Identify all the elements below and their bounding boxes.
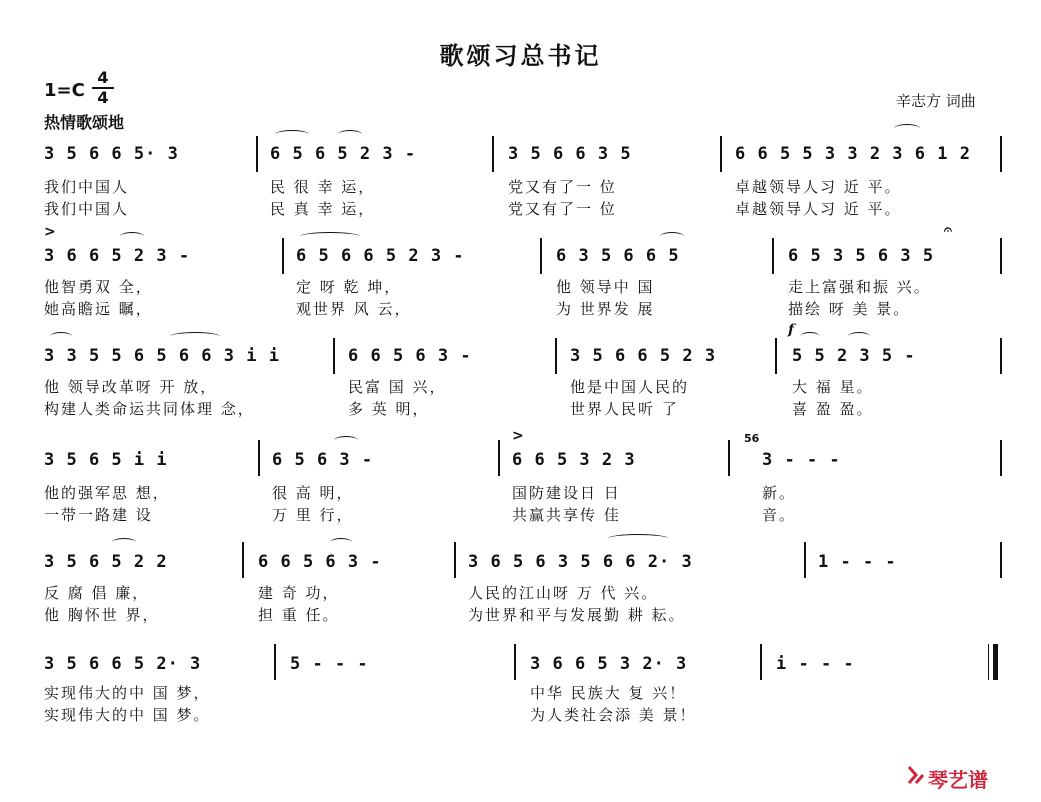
slur — [848, 332, 870, 341]
slur — [275, 130, 309, 139]
accent-mark: > — [512, 428, 524, 444]
lyric-verse-1: 大 福 星。 — [792, 378, 874, 396]
barline — [555, 338, 557, 374]
slur — [660, 232, 684, 241]
lyric-verse-1: 我们中国人 — [44, 178, 130, 196]
barline — [728, 440, 730, 476]
meter-bottom: 4 — [97, 88, 109, 107]
barline — [540, 238, 542, 274]
author-credit: 辛志方 词曲 — [896, 92, 976, 110]
song-title: 歌颂习总书记 — [439, 41, 602, 70]
lyric-verse-2: 构建人类命运共同体理 念， — [44, 400, 255, 418]
slur — [330, 538, 352, 547]
barline — [258, 440, 260, 476]
lyric-verse-1: 很 高 明， — [272, 484, 354, 502]
notes-measure: 3 5 6 5 i i — [44, 450, 168, 470]
lyric-verse-1: 走上富强和振 兴。 — [788, 278, 931, 296]
barline — [454, 542, 456, 578]
barline — [720, 136, 722, 172]
slur — [50, 332, 72, 341]
barline — [274, 644, 276, 680]
lyric-verse-2: 卓越领导人习 近 平。 — [735, 200, 902, 218]
lyric-verse-2: 喜 盈 盈。 — [792, 400, 874, 418]
barline — [760, 644, 762, 680]
lyric-verse-2: 担 重 任。 — [258, 606, 340, 624]
lyric-verse-1: 他是中国人民的 — [570, 378, 690, 396]
lyric-verse-1: 卓越领导人习 近 平。 — [735, 178, 902, 196]
slur — [608, 534, 668, 543]
slur — [170, 332, 220, 341]
notes-measure: 3 6 5 6 3 5 6 6 2· 3 — [468, 552, 693, 572]
barline — [772, 238, 774, 274]
final-barline-thick — [993, 644, 998, 680]
lyric-verse-2: 世界人民听 了 — [570, 400, 679, 418]
tempo-marking: 热情歌颂地 — [44, 113, 125, 132]
slur — [112, 538, 136, 547]
lyric-verse-1: 新。 — [762, 484, 797, 502]
lyric-verse-1: 定 呀 乾 坤， — [296, 278, 402, 296]
notes-measure: 1 - - - — [818, 552, 897, 572]
meter-top: 4 — [97, 68, 109, 87]
lyric-verse-2: 描绘 呀 美 景。 — [788, 300, 911, 318]
notes-measure: 6 5 6 3 - — [272, 450, 374, 470]
lyric-verse-1: 党又有了一 位 — [508, 178, 617, 196]
lyric-verse-1: 建 奇 功， — [258, 584, 340, 602]
lyric-verse-2: 他 胸怀世 界， — [44, 606, 160, 624]
slur — [800, 332, 820, 341]
lyric-verse-2: 一带一路建 设 — [44, 506, 153, 524]
lyric-verse-2: 音。 — [762, 506, 797, 524]
barline — [242, 542, 244, 578]
notes-measure: 5 - - - — [290, 654, 369, 674]
final-barline-thin — [988, 644, 989, 680]
lyric-verse-1: 他 领导改革呀 开 放， — [44, 378, 218, 396]
slur — [334, 436, 358, 445]
notes-measure: i - - - — [776, 654, 855, 674]
lyric-verse-2: 实现伟大的中 国 梦。 — [44, 706, 211, 724]
notes-measure: 6 6 5 5 3 3 2 3 6 1 2 — [735, 144, 971, 164]
notes-measure: 3 5 6 6 5 2· 3 — [44, 654, 202, 674]
barline — [1000, 136, 1002, 172]
logo-icon — [906, 764, 926, 786]
notes-measure: 6 5 6 6 5 2 3 - — [296, 246, 465, 266]
notes-measure: 6 6 5 6 3 - — [348, 346, 472, 366]
notes-measure: 6 5 6 5 2 3 - — [270, 144, 417, 164]
barline — [514, 644, 516, 680]
barline — [282, 238, 284, 274]
notes-measure: 3 5 6 6 3 5 — [508, 144, 632, 164]
forte-mark: f — [788, 322, 795, 338]
fermata-icon: 𝄐 — [944, 222, 952, 238]
slur — [300, 232, 360, 241]
site-logo: 琴艺谱 — [928, 768, 988, 792]
notes-measure: 3 6 6 5 3 2· 3 — [530, 654, 688, 674]
lyric-verse-1: 民 很 幸 运， — [270, 178, 376, 196]
lyric-verse-1: 反 腐 倡 廉， — [44, 584, 150, 602]
lyric-verse-2: 多 英 明， — [348, 400, 430, 418]
lyric-verse-1: 他的强军思 想， — [44, 484, 170, 502]
lyric-verse-2: 我们中国人 — [44, 200, 130, 218]
accent-mark: > — [44, 224, 56, 240]
barline — [492, 136, 494, 172]
notes-measure: 3 6 6 5 2 3 - — [44, 246, 191, 266]
lyric-verse-1: 中华 民族大 复 兴！ — [530, 684, 687, 702]
lyric-verse-2: 为 世界发 展 — [556, 300, 655, 318]
barline — [498, 440, 500, 476]
notes-measure: 6 6 5 3 2 3 — [512, 450, 636, 470]
notes-measure: 6 3 5 6 6 5 — [556, 246, 680, 266]
barline — [1000, 338, 1002, 374]
slur — [120, 232, 144, 241]
notes-measure: 6 5 3 5 6 3 5 — [788, 246, 935, 266]
barline — [333, 338, 335, 374]
lyric-verse-1: 国防建设日 日 — [512, 484, 621, 502]
barline — [1000, 238, 1002, 274]
lyric-verse-2: 党又有了一 位 — [508, 200, 617, 218]
barline — [1000, 542, 1002, 578]
slur — [894, 124, 920, 133]
barline — [804, 542, 806, 578]
lyric-verse-2: 她高瞻远 瞩， — [44, 300, 153, 318]
lyric-verse-1: 他智勇双 全， — [44, 278, 153, 296]
notes-measure: 6 6 5 6 3 - — [258, 552, 382, 572]
slur — [338, 130, 362, 139]
notes-measure: 3 5 6 6 5· 3 — [44, 144, 179, 164]
key-signature: 1=C — [44, 80, 85, 101]
lyric-verse-1: 他 领导中 国 — [556, 278, 655, 296]
barline — [1000, 440, 1002, 476]
notes-measure: 3 - - - — [762, 450, 841, 470]
notes-measure: 3 3 5 5 6 5 6 6 3 i i — [44, 346, 280, 366]
lyric-verse-2: 万 里 行， — [272, 506, 354, 524]
lyric-verse-1: 民富 国 兴， — [348, 378, 447, 396]
notes-measure: 3 5 6 5 2 2 — [44, 552, 168, 572]
lyric-verse-1: 人民的江山呀 万 代 兴。 — [468, 584, 659, 602]
notes-measure: 3 5 6 6 5 2 3 — [570, 346, 717, 366]
notes-measure: 5 5 2 3 5 - — [792, 346, 916, 366]
lyric-verse-1: 实现伟大的中 国 梦， — [44, 684, 211, 702]
time-signature — [92, 70, 114, 106]
lyric-verse-2: 为人类社会添 美 景！ — [530, 706, 697, 724]
lyric-verse-2: 观世界 风 云， — [296, 300, 412, 318]
barline — [775, 338, 777, 374]
lyric-verse-2: 共赢共享传 佳 — [512, 506, 621, 524]
lyric-verse-2: 民 真 幸 运， — [270, 200, 376, 218]
grace-notes: 56 — [744, 432, 760, 445]
lyric-verse-2: 为世界和平与发展勤 耕 耘。 — [468, 606, 686, 624]
barline — [256, 136, 258, 172]
